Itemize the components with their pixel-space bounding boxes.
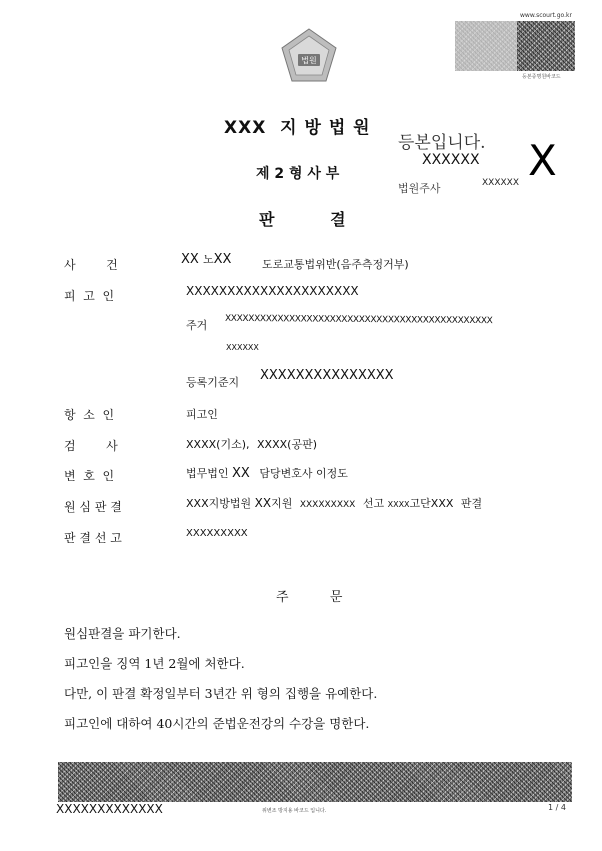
case-title: 도로교통법위반(음주측정거부) (262, 258, 409, 271)
address-value-2: XXXXXX (226, 343, 259, 352)
address-value: XXXXXXXXXXXXXXXXXXXXXXXXXXXXXXXXXXXXXXXXXXXXXX (224, 313, 493, 327)
stamp-big-mark: X (528, 136, 557, 185)
defendant-name: XXXXXXXXXXXXXXXXXXXXX (186, 284, 359, 298)
label-ruling-date: 판 결 선 고 (64, 531, 122, 545)
emblem-text: 법원 (301, 56, 317, 65)
registry-value: XXXXXXXXXXXXXXX (260, 368, 394, 383)
case-type: 노 (202, 253, 214, 266)
stamp-line-id: XXXXXX (422, 152, 480, 168)
page-number: 1 / 4 (548, 803, 566, 812)
label-defendant: 피 고 인 (64, 289, 115, 303)
court-emblem (278, 26, 340, 88)
original-end: 판결 (460, 497, 483, 510)
original-court: XXX지방법원 (186, 497, 252, 510)
barcode-bottom (58, 762, 572, 802)
stamp-clerk-label: 법원주사 (398, 182, 441, 195)
document-type: 판 결 (259, 210, 346, 229)
label-counsel: 변 호 인 (64, 469, 115, 483)
ruling-date-value: XXXXXXXXX (186, 528, 248, 539)
certification-stamp (396, 128, 566, 198)
appellant-value: 피고인 (186, 408, 218, 421)
original-case-num: XXX (430, 497, 454, 510)
original-judgment-value (186, 495, 482, 511)
order-line-4: 피고인에 대하여 40시간의 준법운전강의 수강을 명한다. (64, 716, 370, 731)
order-line-2: 피고인을 징역 1년 2월에 처한다. (64, 656, 245, 671)
original-case-type: 고단 (409, 497, 431, 510)
label-appellant: 항 소 인 (64, 408, 115, 422)
label-case: 사 건 (64, 258, 118, 272)
order-line-1: 원심판결을 파기한다. (64, 626, 181, 641)
barcode-caption: 등본증명원바코드 (522, 74, 561, 80)
prosecutor-indict: XXXX (186, 438, 217, 451)
label-prosecutor: 검 사 (64, 439, 118, 453)
footer-note: 위변조 방지용 바코드 입니다. (262, 808, 327, 814)
order-line-3: 다만, 이 판결 확정일부터 3년간 위 형의 집행을 유예한다. (64, 686, 378, 701)
court-name: XXX 지 방 법 원 (224, 118, 371, 138)
label-registry: 등록기준지 (186, 376, 240, 389)
prosecutor-indict-suffix: (기소), (216, 438, 250, 451)
original-branch: XX (254, 496, 272, 510)
case-number (181, 251, 231, 267)
division: 제 2 형 사 부 (256, 166, 340, 182)
prosecutor-trial: XXXX (257, 438, 288, 451)
counsel-lawyer: 담당변호사 이정도 (259, 467, 348, 480)
counsel-firm-name: XX (232, 466, 250, 481)
stamp-clerk-name: XXXXXX (482, 178, 519, 188)
label-original-judgment: 원 심 판 결 (64, 500, 122, 514)
original-sentence: 선고 (362, 497, 385, 510)
case-year: XX (181, 252, 199, 267)
prosecutor-trial-suffix: (공판) (287, 438, 317, 451)
stamp-line-certified: 등본입니다. (398, 133, 486, 153)
prosecutor-value (186, 436, 317, 452)
original-date: XXXXXXXXX (299, 500, 356, 510)
original-case-year: XXXX (387, 500, 410, 509)
footer-id: XXXXXXXXXXXXX (56, 802, 163, 816)
order-heading: 주 문 (276, 590, 343, 605)
counsel-value (186, 465, 348, 481)
original-branch-suffix: 지원 (271, 497, 293, 510)
case-serial: XX (213, 252, 232, 267)
label-address: 주거 (186, 319, 208, 332)
site-url: www.scourt.go.kr (520, 12, 572, 19)
counsel-firm: 법무법인 (186, 467, 229, 480)
barcode-top (455, 21, 575, 71)
